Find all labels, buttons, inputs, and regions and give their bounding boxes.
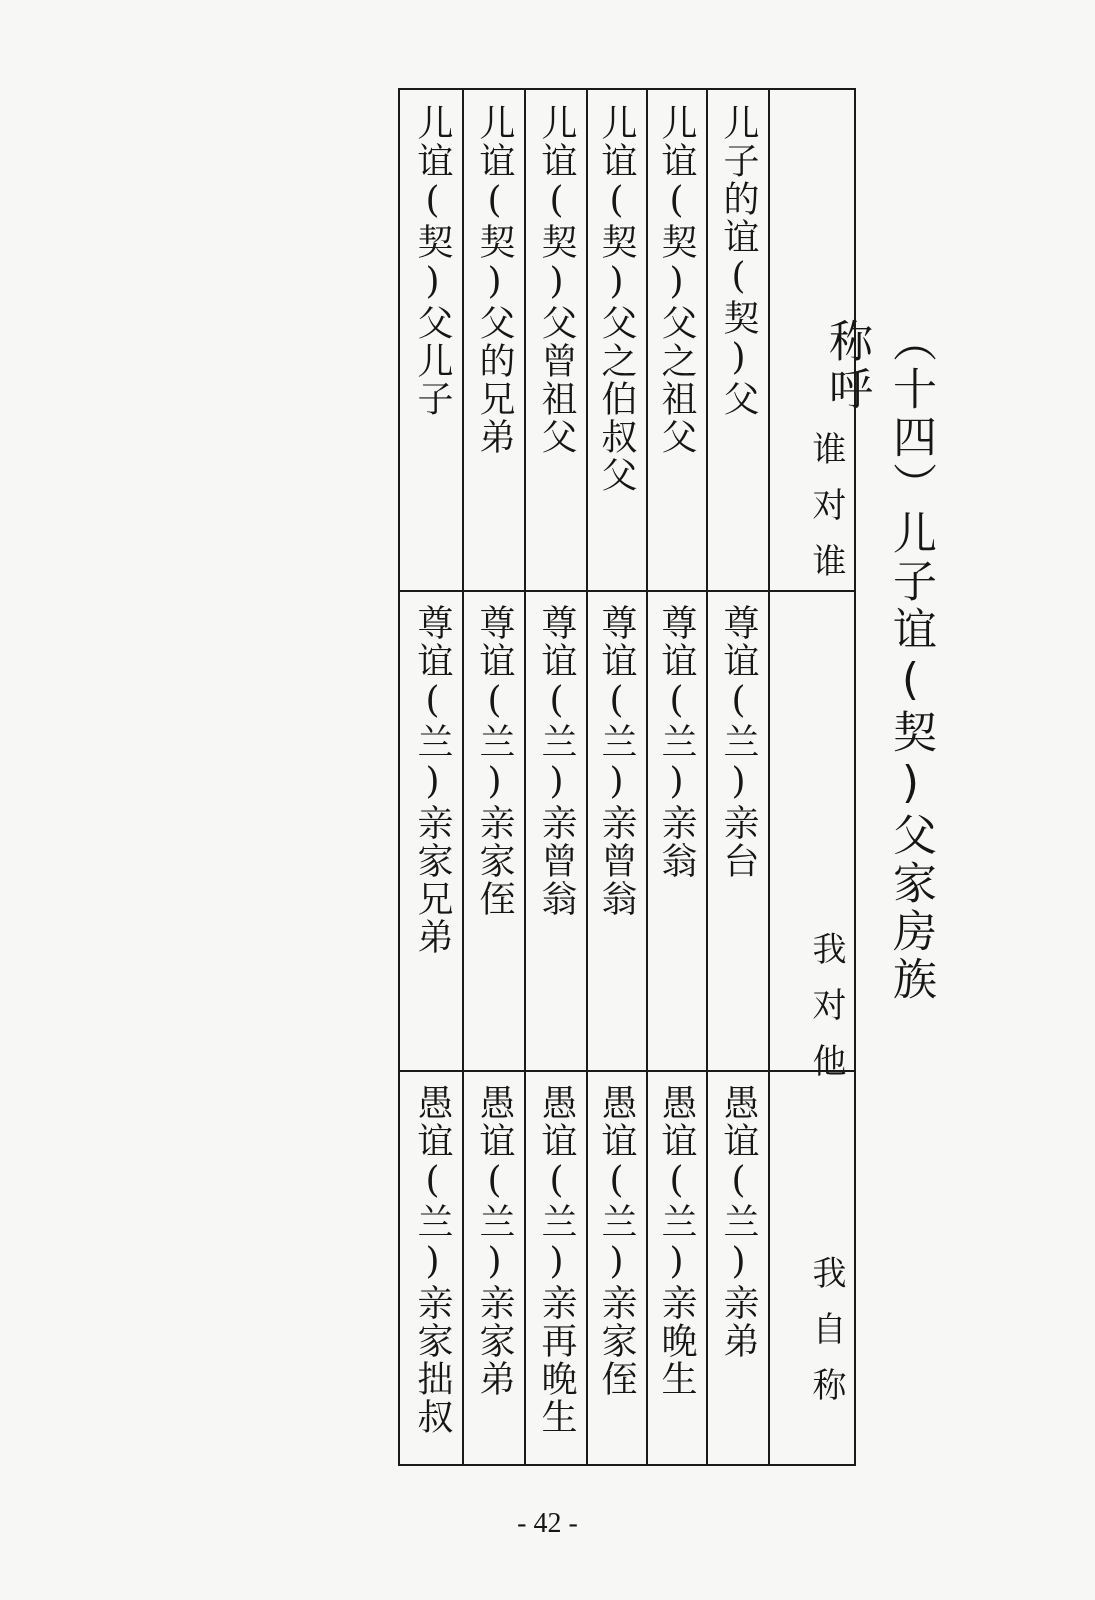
cell-self: 愚谊(兰)亲家弟 — [474, 1084, 515, 1398]
cell-who: 儿谊(契)父曾祖父 — [536, 104, 577, 456]
cell-who: 儿谊(契)父之伯叔父 — [596, 104, 637, 494]
header-self-address: 我自称 — [806, 1255, 846, 1423]
table-row — [646, 90, 706, 1464]
header-i-to-him: 我对他 — [806, 931, 846, 1099]
divider — [400, 1070, 854, 1072]
cell-to: 尊谊(兰)亲曾翁 — [596, 604, 637, 918]
cell-who: 儿谊(契)父儿子 — [412, 104, 453, 418]
table-row — [524, 90, 586, 1464]
cell-who: 儿谊(契)父的兄弟 — [474, 104, 515, 456]
header-column — [768, 90, 856, 1464]
cell-to: 尊谊(兰)亲台 — [718, 604, 759, 880]
kinship-table — [398, 88, 856, 1466]
cell-to: 尊谊(兰)亲家侄 — [474, 604, 515, 918]
table-row — [400, 90, 462, 1464]
table-row — [462, 90, 524, 1464]
cell-to: 尊谊(兰)亲家兄弟 — [412, 604, 453, 956]
table-row — [706, 90, 768, 1464]
cell-self: 愚谊(兰)亲弟 — [718, 1084, 759, 1360]
divider — [400, 590, 854, 592]
cell-to: 尊谊(兰)亲翁 — [656, 604, 697, 880]
cell-self: 愚谊(兰)亲家拙叔 — [412, 1084, 453, 1436]
page-title: （十四）儿子谊(契)父家房族称呼 — [821, 318, 936, 1004]
cell-self: 愚谊(兰)亲晚生 — [656, 1084, 697, 1398]
header-who-to-whom: 谁对谁 — [806, 431, 846, 599]
cell-self: 愚谊(兰)亲家侄 — [596, 1084, 637, 1398]
cell-who: 儿谊(契)父之祖父 — [656, 104, 697, 456]
cell-who: 儿子的谊(契)父 — [718, 104, 759, 418]
page-number: - 42 - — [517, 1508, 578, 1539]
table-row — [586, 90, 646, 1464]
cell-self: 愚谊(兰)亲再晚生 — [536, 1084, 577, 1436]
cell-to: 尊谊(兰)亲曾翁 — [536, 604, 577, 918]
